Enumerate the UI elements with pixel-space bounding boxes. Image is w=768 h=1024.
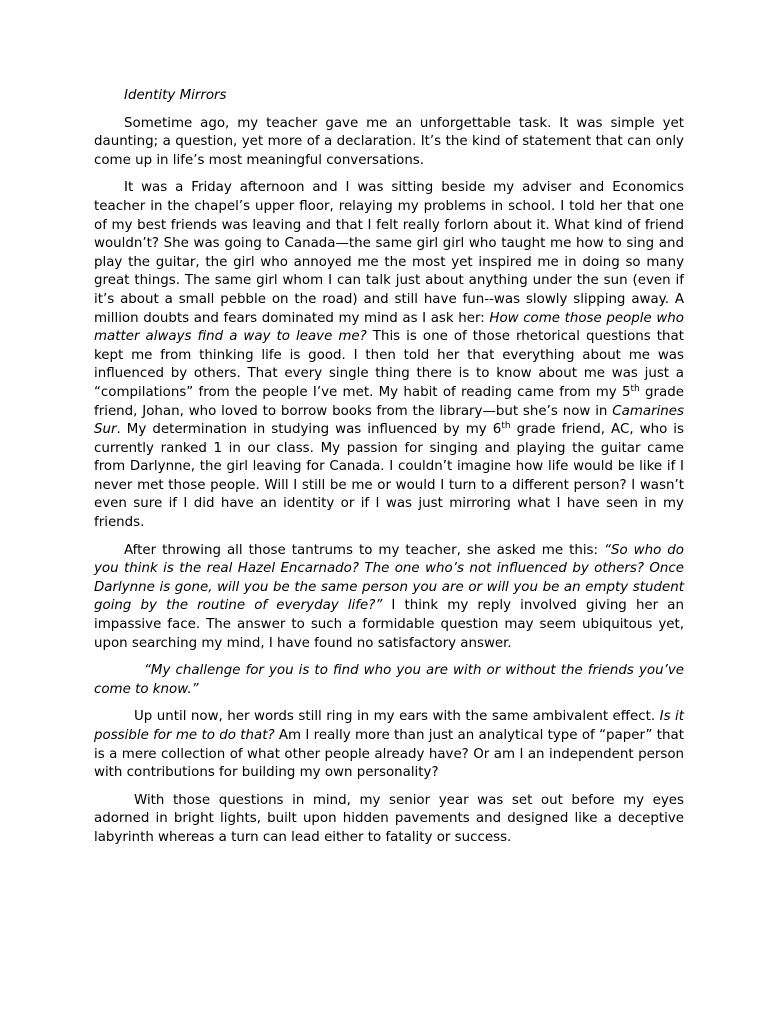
- paragraph-4: [94, 708, 684, 782]
- paragraph-5: With those questions in mind, my senior year was set out before my eyes adorned in bright lights, built upon hidden pavements and designed like a deceptive labyrinth whereas a turn can lead either to fatality or success.: [94, 792, 684, 845]
- paragraph-2-text-a: It was a Friday afternoon and I was sitting beside my adviser and Economics teacher in the chapel’s upper floor, relaying my problems in school. I told her that one of my best friends was leaving and that I felt really forlorn about it. What kind of friend wouldn’t? She was going to Canada—the same girl girl who taught me how to sing and play the guitar, the girl who annoyed me the most yet inspired me in doing so many great things. The same girl whom I can talk just about anything under the sun (even if it’s about a small pebble on the road) and still have fun--was slowly slipping away. A million doubts and fears dominated my mind as I ask her:: [94, 180, 684, 326]
- paragraph-2-text-f: . My determination in studying was influenced by my 6: [116, 422, 502, 438]
- paragraph-3-text-c: I think my reply involved giving her an impassive face. The answer to such a formidable question may seem ubiquitous yet, upon searching my mind, I have found no satisfactory answer.: [94, 598, 684, 651]
- paragraph-2: [94, 179, 684, 532]
- paragraph-2-text-c: This is one of those rhetorical questions that kept me from thinking life is good. I then told her that everything about me was influenced by others. That every single thing there is to know about me was just a “compilations” from the people I’ve met. My habit of reading came from my 5: [94, 329, 684, 400]
- paragraph-2-text-g: grade friend, AC, who is currently ranked 1 in our class. My passion for singing and playing the guitar came from Darlynne, the girl leaving for Canada. I couldn’t imagine how life would be like if I never met those people. Will I still be me or would I turn to a different person? I wasn’t even sure if I did have an identity or if I was just mirroring what I have seen in my friends.: [94, 422, 685, 531]
- paragraph-3-text-a: After throwing all those tantrums to my teacher, she asked me this:: [124, 542, 605, 558]
- place-name: Camarines Sur: [94, 403, 684, 438]
- ordinal-suffix-5th: th: [630, 383, 640, 394]
- paragraph-3: [94, 542, 684, 654]
- paragraph-4-text-a: Up until now, her words still ring in my ears with the same ambivalent effect.: [134, 709, 660, 725]
- paragraph-1: Sometime ago, my teacher gave me an unforgettable task. It was simple yet daunting; a question, yet more of a declaration. It’s the kind of statement that can only come up in life’s most meaningful conversations.: [94, 115, 684, 168]
- teacher-question: “So who do you think is the real Hazel Encarnado? The one who’s not influenced by others? Once Darlynne is gone, will you be the same person you are or will you be an empty student going by the routine of everyday life?”: [94, 542, 685, 614]
- ordinal-suffix-6th: th: [501, 421, 511, 432]
- paragraph-2-text-d: grade friend, Johan, who loved to borrow books from the library—but she’s now in: [94, 384, 684, 419]
- paragraph-2-question: How come those people who matter always find a way to leave me?: [94, 310, 684, 345]
- challenge-quote: “My challenge for you is to find who you are with or without the friends you’ve come to know.”: [94, 663, 684, 697]
- paragraph-4-question: Is it possible for me to do that?: [94, 709, 685, 743]
- paragraph-4-text-c: Am I really more than just an analytical type of “paper” that is a mere collection of what other people already have? Or am I an independent person with contributions for building my own personality?: [94, 728, 684, 781]
- document-title: Identity Mirrors: [124, 88, 227, 103]
- document-body: [94, 87, 684, 857]
